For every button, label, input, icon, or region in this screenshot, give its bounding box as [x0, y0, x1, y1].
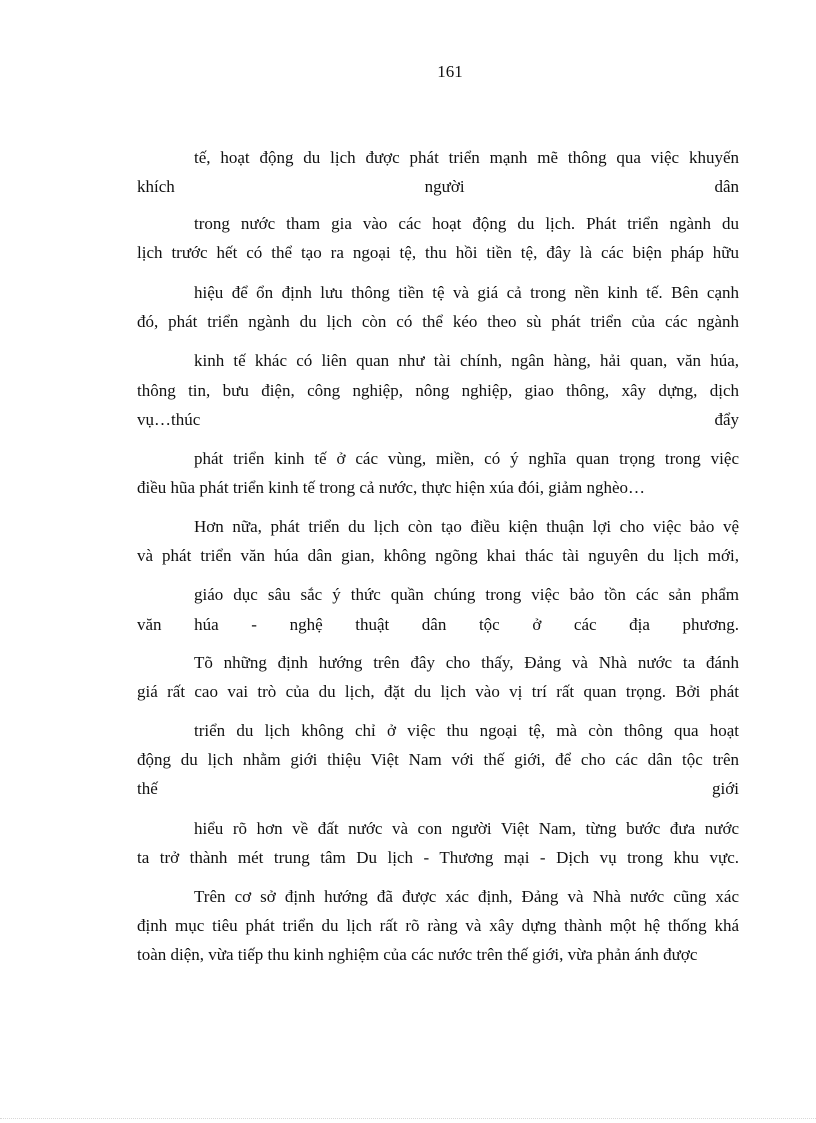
text-line: trong nước tham gia vào các hoạt động du lịch. Phát triển ngành du: [194, 214, 739, 233]
text-line: Tõ những định hướng trên đây cho thấy, Đảng và Nhà nước ta đánh: [194, 653, 739, 672]
text-line: giáo dục sâu sắc ý thức quần chúng trong việc bảo tồn các sản phẩm: [194, 585, 739, 604]
text-line: thế giới: [137, 779, 739, 798]
text-line: giá rất cao vai trò của du lịch, đặt du lịch vào vị trí rất quan trọng. Bởi phát: [137, 682, 739, 701]
text-line: hiểu rõ hơn về đất nước và con người Việt Nam, từng bước đưa nước: [194, 819, 739, 838]
text-line: triển du lịch không chỉ ở việc thu ngoại tệ, mà còn thông qua hoạt: [194, 721, 739, 740]
text-line: kinh tế khác có liên quan như tài chính, ngân hàng, hải quan, văn húa,: [194, 351, 739, 370]
text-line: tế, hoạt động du lịch được phát triển mạnh mẽ thông qua việc khuyến: [194, 148, 739, 167]
text-line: ta trở thành mét trung tâm Du lịch - Thương mại - Dịch vụ trong khu vực.: [137, 848, 739, 867]
page-number: 161: [437, 62, 463, 81]
text-line: lịch trước hết có thể tạo ra ngoại tệ, thu hồi tiền tệ, đây là các biện pháp hữu: [137, 243, 739, 262]
text-line: và phát triển văn húa dân gian, không ngõng khai thác tài nguyên du lịch mới,: [137, 546, 739, 565]
text-line: hiệu để ổn định lưu thông tiền tệ và giá cả trong nền kinh tế. Bên cạnh: [194, 283, 739, 302]
text-line: Hơn nữa, phát triển du lịch còn tạo điều kiện thuận lợi cho việc bảo vệ: [194, 517, 739, 536]
text-line: định mục tiêu phát triển du lịch rất rõ ràng và xây dựng thành một hệ thống khá: [137, 916, 739, 935]
text-line: Trên cơ sở định hướng đã được xác định, Đảng và Nhà nước cũng xác: [194, 887, 739, 906]
text-line: đó, phát triển ngành du lịch còn có thể kéo theo sù phát triển của các ngành: [137, 312, 739, 331]
text-line: khích người dân: [137, 177, 739, 196]
text-line: phát triển kinh tế ở các vùng, miền, có ý nghĩa quan trọng trong việc: [194, 449, 739, 468]
page-bottom-divider: [0, 1118, 816, 1119]
text-line: văn húa - nghệ thuật dân tộc ở các địa phương.: [137, 615, 739, 634]
text-line: toàn diện, vừa tiếp thu kinh nghiệm của các nước trên thế giới, vừa phản ánh được: [137, 945, 698, 964]
text-line: điều hũa phát triển kinh tế trong cả nước, thực hiện xúa đói, giảm nghèo…: [137, 478, 646, 497]
text-line: động du lịch nhằm giới thiệu Việt Nam với thế giới, để cho các dân tộc trên: [137, 750, 739, 769]
text-line: vụ…thúc đẩy: [137, 410, 739, 429]
text-line: thông tin, bưu điện, công nghiệp, nông nghiệp, giao thông, xây dựng, dịch: [137, 381, 739, 400]
